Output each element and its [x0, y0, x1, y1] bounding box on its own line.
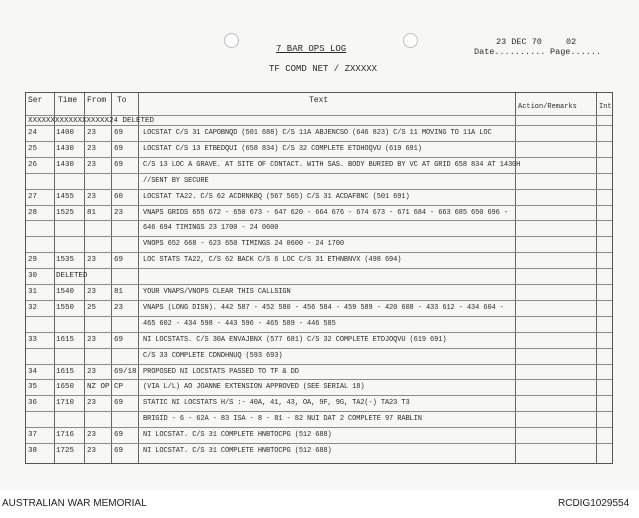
- row-text: C/S 33 COMPLETE CDNDHNUQ (593 693): [143, 351, 283, 360]
- row-text: YOUR VNAPS/VNOPS CLEAR THIS CALLSIGN: [143, 288, 291, 296]
- row-text: VNOPS 652 668 - 623 650 TIMINGS 24 0600 - 24 1700: [143, 240, 344, 249]
- row-text: LOCSTAT C/S 13 ETBEDQUI (658 834) C/S 32 COMPLETE ETDHOQVU (619 691): [143, 144, 422, 153]
- row-rule: [26, 300, 612, 301]
- row-text: NI LOCSTATS. C/S 30A ENVAJBNX (577 681) C/S 32 COMPLETE ETDJOQVU (619 691): [143, 335, 447, 344]
- footer-credit: AUSTRALIAN WAR MEMORIAL: [2, 498, 147, 509]
- row-rule: [26, 348, 612, 349]
- row-time: 1540: [56, 288, 75, 296]
- column-header-text: Text: [309, 96, 329, 105]
- row-ser: 31: [28, 288, 38, 296]
- row-ser: 29: [28, 256, 38, 265]
- row-from: 23: [87, 447, 97, 455]
- row-rule: [26, 364, 612, 365]
- row-to: 69: [114, 160, 124, 169]
- row-rule: [26, 141, 612, 142]
- row-time: 1430: [56, 160, 75, 169]
- row-text: 646 694 TIMINGS 23 1700 - 24 0600: [143, 224, 279, 233]
- row-text: LOCSTAT TA22. C/S 62 ACDRNKBQ (567 565) C/S 31 ACDAFBNC (501 691): [143, 192, 410, 201]
- row-ser: 33: [28, 335, 38, 344]
- row-time: 1525: [56, 208, 75, 217]
- row-ser: 32: [28, 303, 38, 312]
- row-to: 69: [114, 335, 124, 344]
- column-divider: [138, 93, 139, 463]
- row-time: 1716: [56, 431, 75, 440]
- row-rule: [26, 268, 612, 269]
- row-from: 23: [87, 129, 97, 137]
- column-header-int: Int: [599, 103, 612, 111]
- page-value: 02: [566, 37, 577, 47]
- row-text: VNAPS GRIDS 655 672 - 650 673 - 647 620 - 664 676 - 674 673 - 671 684 - 663 685 650 696 -: [143, 208, 508, 217]
- row-to: 69: [114, 447, 124, 455]
- row-rule: [26, 125, 612, 126]
- row-to: 60: [114, 192, 124, 201]
- row-from: 23: [87, 256, 97, 265]
- row-text: C/S 13 LOC A GRAVE. AT SITE OF CONTACT. WITH SAS. BODY BURIED BY VC AT GRID 658 834 AT 1430H: [143, 160, 521, 169]
- row-rule: [26, 220, 612, 221]
- row-from: 23: [87, 335, 97, 344]
- row-rule: [26, 173, 612, 174]
- row-rule: [26, 395, 612, 396]
- row-rule: [26, 332, 612, 333]
- net-title: TF COMD NET / ZXXXXX: [269, 64, 378, 74]
- row-to: 69: [114, 399, 124, 408]
- row-time: 1650: [56, 383, 75, 392]
- page-label: Page......: [550, 47, 602, 57]
- row-to: 69: [114, 431, 124, 440]
- row-to: 69: [114, 129, 124, 137]
- row-text: //SENT BY SECURE: [143, 176, 209, 185]
- row-text: LOCSTAT C/S 31 CAPOBNQD (501 688) C/S 11A ABJENCSO (646 823) C/S 11 MOVING TO 11A LOC: [143, 129, 492, 137]
- row-text: 465 602 - 434 598 - 443 596 - 465 589 - 446 585: [143, 319, 336, 328]
- row-to: 69/18: [114, 367, 137, 376]
- log-title: 7 BAR OPS LOG: [276, 44, 347, 54]
- row-time: 1430: [56, 144, 75, 153]
- row-ser: 36: [28, 399, 38, 408]
- date-value: 23 DEC 70: [496, 37, 542, 47]
- row-time: DELETED: [56, 272, 88, 281]
- row-from: 23: [87, 399, 97, 408]
- row-ser: 24: [28, 129, 38, 137]
- row-rule: [26, 443, 612, 444]
- row-ser: 27: [28, 192, 38, 201]
- row-ser: 37: [28, 431, 38, 440]
- row-rule: [26, 189, 612, 190]
- row-rule: [26, 236, 612, 237]
- row-ser: 28: [28, 208, 38, 217]
- row-time: 1400: [56, 129, 75, 137]
- row-rule: [26, 427, 612, 428]
- row-time: 1710: [56, 399, 75, 408]
- row-ser: 35: [28, 383, 38, 392]
- row-from: 23: [87, 367, 97, 376]
- log-table: [25, 92, 613, 464]
- row-time: 1615: [56, 367, 75, 376]
- row-to: 23: [114, 208, 124, 217]
- row-text: VNAPS (LONG DISN). 442 587 - 452 580 - 456 584 - 459 589 - 420 608 - 433 612 - 434 604 -: [143, 303, 504, 312]
- row-time: 1535: [56, 256, 75, 265]
- column-header-action-remarks: Action/Remarks: [518, 103, 577, 111]
- column-divider: [54, 93, 55, 463]
- row-rule: [26, 205, 612, 206]
- row-rule: [26, 284, 612, 285]
- column-header-time: Time: [58, 96, 78, 105]
- row-from: 23: [87, 144, 97, 153]
- row-time: 1725: [56, 447, 75, 455]
- row-from: 25: [87, 303, 97, 312]
- row-ser: 26: [28, 160, 38, 169]
- date-label: Date..........: [474, 47, 546, 57]
- row-to: CP: [114, 383, 124, 392]
- row-text: STATIC NI LOCSTATS H/S :- 40A, 41, 43, OA, 9F, 9G, TA2(-) TA23 T3: [143, 399, 410, 408]
- row-rule: [26, 157, 612, 158]
- column-header-to: To: [117, 96, 127, 105]
- row-text: PROPOSED NI LOCSTATS PASSED TO TF & DD: [143, 367, 299, 376]
- row-text: BRIGID - 6 - 62A - 83 ISA - 8 - 81 - 82 NUI DAT 2 COMPLETE 97 RABLIN: [143, 415, 422, 424]
- punch-hole-right: [403, 33, 418, 48]
- row-text: LOC STATS TA22, C/S 62 BACK C/S 6 LOC C/S 31 ETHNBNVX (498 694): [143, 256, 402, 265]
- row-ser: 38: [28, 447, 38, 455]
- row-from: 23: [87, 160, 97, 169]
- row-ser: 30: [28, 272, 38, 281]
- punch-hole-left: [224, 33, 239, 48]
- row-from: NZ OP: [87, 383, 110, 392]
- row-to: 69: [114, 144, 124, 153]
- row-to: 23: [114, 303, 124, 312]
- row-from: 23: [87, 192, 97, 201]
- struck-pre-row: XXXXXXXXXXXXXXXXXX24 DELETED: [28, 117, 155, 125]
- column-divider: [111, 93, 112, 463]
- row-from: 23: [87, 288, 97, 296]
- column-header-from: From: [87, 96, 107, 105]
- row-from: 81: [87, 208, 97, 217]
- row-time: 1455: [56, 192, 75, 201]
- row-to: 69: [114, 256, 124, 265]
- column-header-ser: Ser: [28, 96, 43, 105]
- row-text: NI LOCSTAT. C/S 31 COMPLETE HNBTOCPG (512 688): [143, 431, 332, 440]
- footer-id: RCDIG1029554: [558, 498, 630, 509]
- row-rule: [26, 411, 612, 412]
- row-text: (VIA L/L) AO JOANNE EXTENSION APPROVED (SEE SERIAL 18): [143, 383, 365, 392]
- header-rule: [26, 115, 612, 116]
- row-text: NI LOCSTAT. C/S 31 COMPLETE HNBTOCPG (512 688): [143, 447, 332, 455]
- row-ser: 25: [28, 144, 38, 153]
- row-time: 1615: [56, 335, 75, 344]
- row-time: 1550: [56, 303, 75, 312]
- row-rule: [26, 252, 612, 253]
- row-rule: [26, 316, 612, 317]
- row-ser: 34: [28, 367, 38, 376]
- row-to: 81: [114, 288, 124, 296]
- row-rule: [26, 379, 612, 380]
- row-from: 23: [87, 431, 97, 440]
